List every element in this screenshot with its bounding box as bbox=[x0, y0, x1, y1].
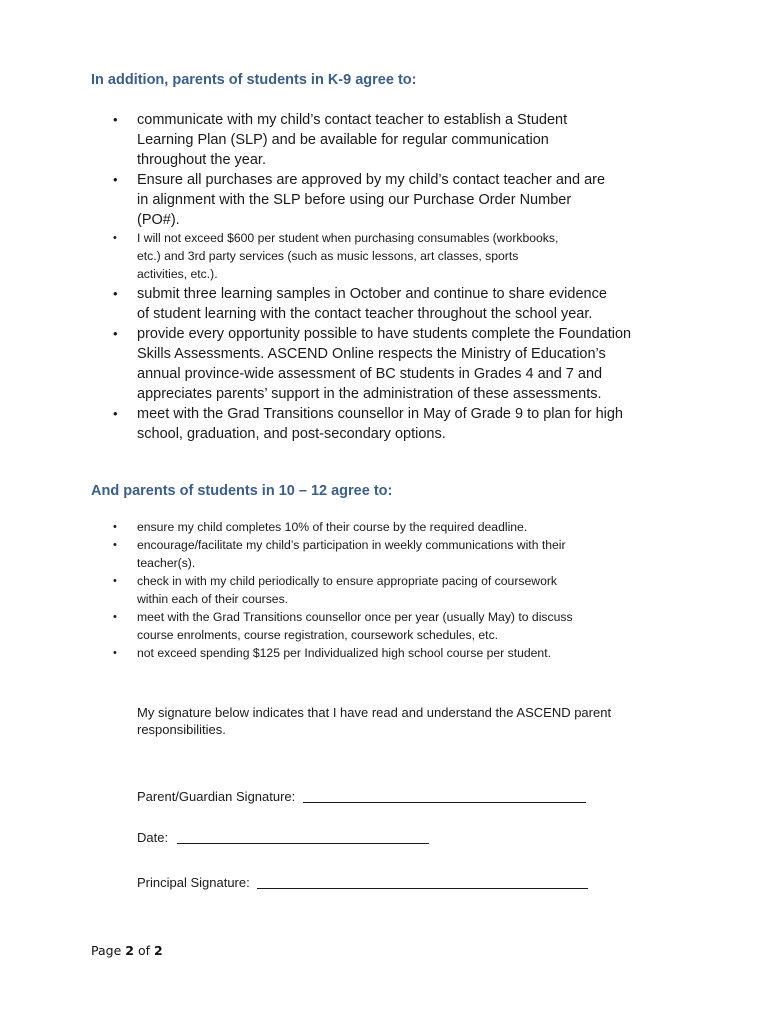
list-item-text: throughout the year. bbox=[137, 152, 266, 168]
grades-10-12-section-heading: And parents of students in 10 – 12 agree to: bbox=[91, 483, 393, 499]
current-page-number: 2 bbox=[125, 943, 134, 958]
list-item-text: (PO#). bbox=[137, 212, 180, 228]
list-item bbox=[0, 110, 770, 170]
parent-signature-row bbox=[137, 789, 586, 804]
list-item bbox=[0, 229, 770, 283]
k9-section-heading: In addition, parents of students in K-9 agree to: bbox=[91, 72, 417, 88]
list-item-text: teacher(s). bbox=[137, 556, 196, 570]
k9-responsibilities-list bbox=[0, 110, 770, 230]
list-item-text: Learning Plan (SLP) and be available for regular communication bbox=[137, 132, 549, 148]
list-item-text: • ensure my child completes 10% of their course by the required deadline. bbox=[137, 520, 528, 534]
signature-statement bbox=[137, 704, 611, 738]
list-item-text: of student learning with the contact teacher throughout the school year. bbox=[137, 306, 593, 322]
list-item-text: appreciates parents’ support in the administration of these assessments. bbox=[137, 386, 602, 402]
signature-statement-line: My signature below indicates that I have read and understand the ASCEND parent bbox=[137, 705, 612, 720]
date-label: Date: bbox=[137, 830, 169, 845]
list-item-text: within each of their courses. bbox=[137, 592, 289, 606]
list-item bbox=[0, 518, 770, 536]
grades-10-12-responsibilities-list bbox=[0, 518, 770, 662]
date-row bbox=[137, 830, 429, 845]
page-word: Page bbox=[91, 943, 122, 958]
principal-signature-row bbox=[137, 875, 588, 890]
list-item bbox=[0, 324, 770, 404]
list-item-text: in alignment with the SLP before using our Purchase Order Number bbox=[137, 192, 572, 208]
of-word: of bbox=[137, 943, 150, 958]
date-line[interactable] bbox=[177, 842, 429, 844]
k9-spending-list bbox=[0, 229, 770, 283]
list-item-text: • check in with my child periodically to ensure appropriate pacing of coursework bbox=[137, 574, 557, 588]
principal-signature-line[interactable] bbox=[257, 887, 588, 889]
list-item bbox=[0, 608, 770, 644]
principal-signature-label: Principal Signature: bbox=[137, 875, 250, 890]
list-item bbox=[0, 572, 770, 608]
list-item bbox=[0, 644, 770, 662]
list-item-text: activities, etc.). bbox=[137, 267, 218, 281]
list-item-text: • Ensure all purchases are approved by my child’s contact teacher and are bbox=[137, 172, 606, 188]
list-item-text: • encourage/facilitate my child’s participation in weekly communications with their bbox=[137, 538, 566, 552]
list-item-text: • I will not exceed $600 per student when purchasing consumables (workbooks, bbox=[137, 231, 559, 245]
list-item-text: • meet with the Grad Transitions counsellor in May of Grade 9 to plan for high bbox=[137, 406, 623, 422]
list-item bbox=[0, 284, 770, 324]
list-item-text: • meet with the Grad Transitions counsellor once per year (usually May) to discuss bbox=[137, 610, 573, 624]
page-number-footer bbox=[91, 943, 163, 958]
list-item-text: etc.) and 3rd party services (such as music lessons, art classes, sports bbox=[137, 249, 519, 263]
list-item-text: school, graduation, and post-secondary options. bbox=[137, 426, 446, 442]
list-item bbox=[0, 536, 770, 572]
list-item bbox=[0, 170, 770, 230]
list-item-text: • provide every opportunity possible to have students complete the Foundation bbox=[137, 326, 632, 342]
list-item-text: annual province-wide assessment of BC students in Grades 4 and 7 and bbox=[137, 366, 603, 382]
parent-signature-label: Parent/Guardian Signature: bbox=[137, 789, 296, 804]
list-item-text: • communicate with my child’s contact teacher to establish a Student bbox=[137, 112, 568, 128]
total-page-number: 2 bbox=[153, 943, 163, 958]
list-item bbox=[0, 404, 770, 444]
k9-assessment-list bbox=[0, 284, 770, 444]
list-item-text: course enrolments, course registration, coursework schedules, etc. bbox=[137, 628, 499, 642]
list-item-text: Skills Assessments. ASCEND Online respects the Ministry of Education’s bbox=[137, 346, 606, 362]
list-item-text: • not exceed spending $125 per Individualized high school course per student. bbox=[137, 646, 551, 660]
parent-signature-line[interactable] bbox=[303, 801, 586, 803]
signature-statement-line: responsibilities. bbox=[137, 722, 226, 737]
list-item-text: • submit three learning samples in October and continue to share evidence bbox=[137, 286, 607, 302]
